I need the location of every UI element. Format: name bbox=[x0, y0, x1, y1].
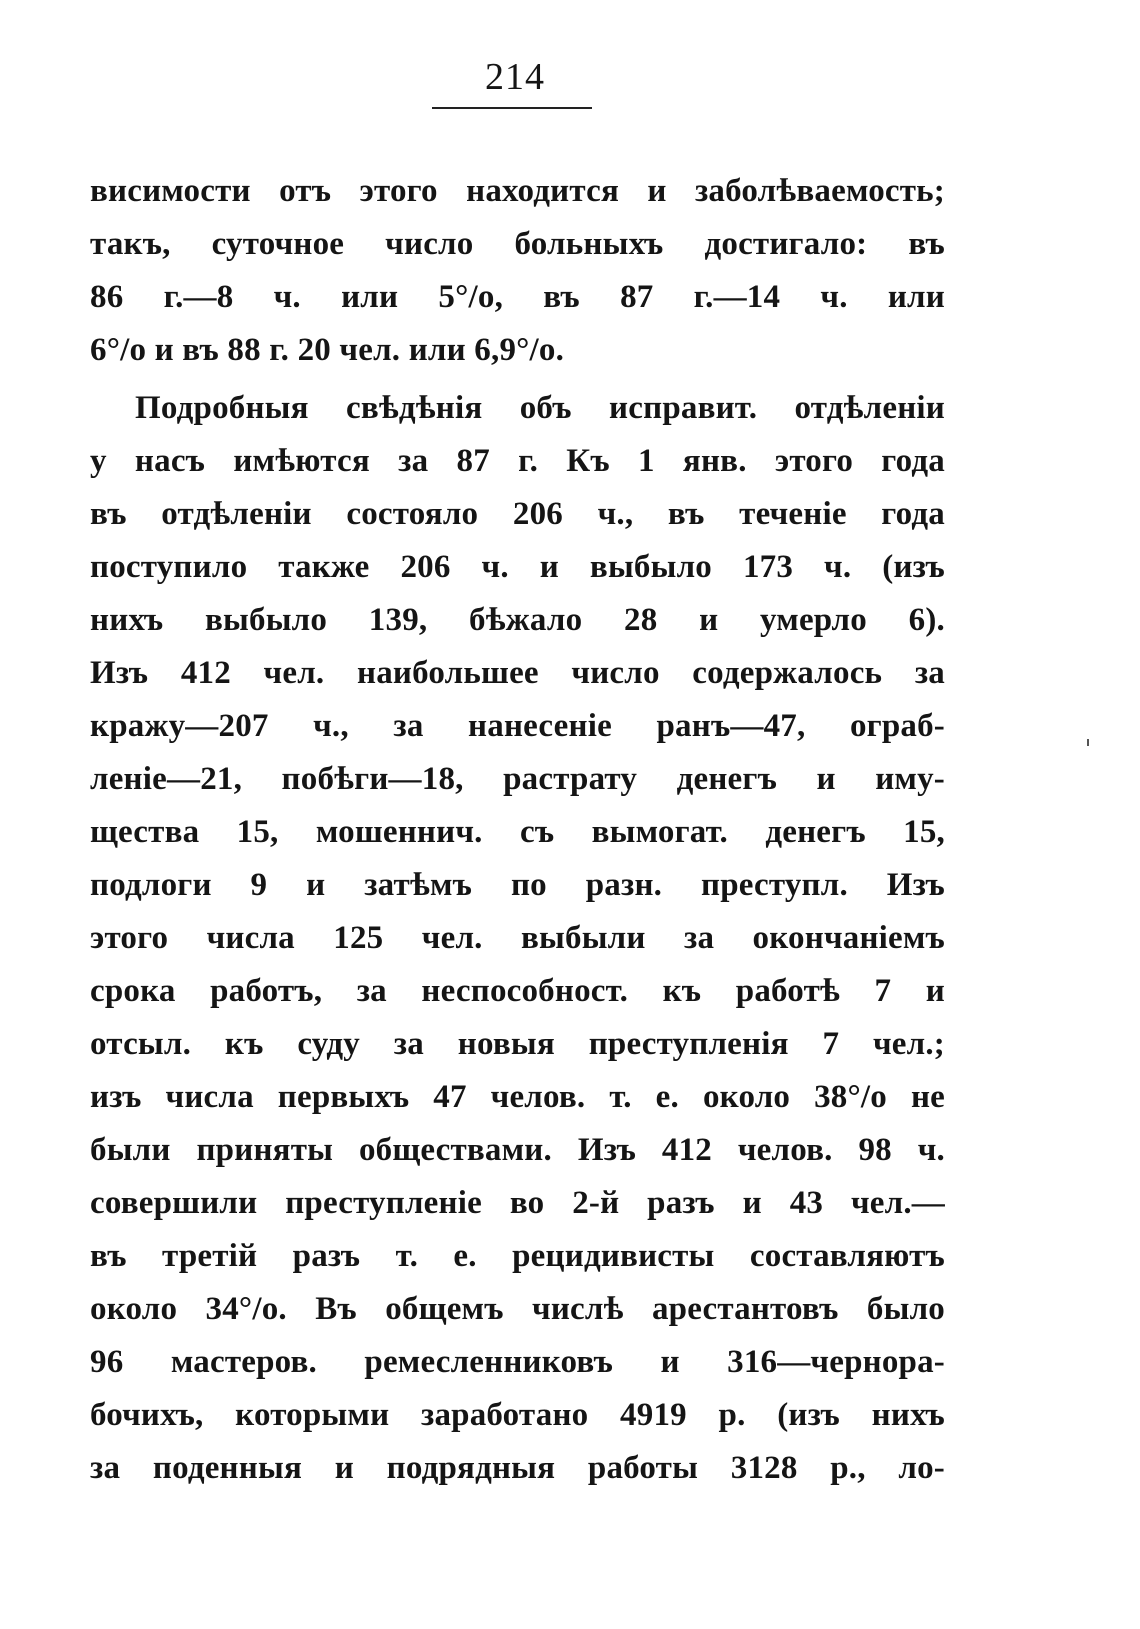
text-line: подлоги 9 и затѣмъ по разн. преступл. Изъ bbox=[90, 867, 945, 903]
text-line: Изъ 412 чел. наибольшее число содержалось за bbox=[90, 655, 945, 691]
text-line: были приняты обществами. Изъ 412 челов. 98 ч. bbox=[90, 1132, 945, 1168]
text-line: въ третій разъ т. е. рецидивисты составляютъ bbox=[90, 1238, 945, 1274]
text-line: поступило также 206 ч. и выбыло 173 ч. (изъ bbox=[90, 549, 945, 585]
paragraph-first-line: Подробныя свѣдѣнія объ исправит. отдѣленіи bbox=[135, 390, 945, 426]
text-line: такъ, суточное число больныхъ достигало: въ bbox=[90, 226, 945, 262]
text-line: 6°/о и въ 88 г. 20 чел. или 6,9°/о. bbox=[90, 332, 565, 368]
text-line: 86 г.—8 ч. или 5°/о, въ 87 г.—14 ч. или bbox=[90, 279, 945, 315]
text-line: около 34°/о. Въ общемъ числѣ арестантовъ было bbox=[90, 1291, 945, 1327]
text-line: бочихъ, которыми заработано 4919 р. (изъ нихъ bbox=[90, 1397, 945, 1433]
text-line: за поденныя и подрядныя работы 3128 р., ло- bbox=[90, 1450, 945, 1486]
text-line: висимости отъ этого находится и заболѣваемость; bbox=[90, 173, 945, 209]
header-rule bbox=[432, 107, 592, 109]
text-line: отсыл. къ суду за новыя преступленія 7 чел.; bbox=[90, 1026, 945, 1062]
text-line: нихъ выбыло 139, бѣжало 28 и умерло 6). bbox=[90, 602, 945, 638]
text-line: у насъ имѣются за 87 г. Къ 1 янв. этого года bbox=[90, 443, 945, 479]
page-number: 214 bbox=[485, 56, 545, 98]
text-line: совершили преступленіе во 2-й разъ и 43 чел.— bbox=[90, 1185, 945, 1221]
text-line: срока работъ, за неспособност. къ работѣ 7 и bbox=[90, 973, 945, 1009]
text-line: кражу—207 ч., за нанесеніе ранъ—47, ограб- bbox=[90, 708, 945, 744]
print-speck bbox=[1087, 739, 1089, 746]
text-line: изъ числа первыхъ 47 челов. т. е. около 38°/о не bbox=[90, 1079, 945, 1115]
text-line: щества 15, мошеннич. съ вымогат. денегъ 15, bbox=[90, 814, 945, 850]
text-line: въ отдѣленіи состояло 206 ч., въ теченіе года bbox=[90, 496, 945, 532]
body-text bbox=[90, 165, 945, 1495]
text-line: леніе—21, побѣги—18, растрату денегъ и иму- bbox=[90, 761, 945, 797]
text-line: этого числа 125 чел. выбыли за окончаніемъ bbox=[90, 920, 945, 956]
text-line: 96 мастеров. ремесленниковъ и 316—чернора- bbox=[90, 1344, 945, 1380]
